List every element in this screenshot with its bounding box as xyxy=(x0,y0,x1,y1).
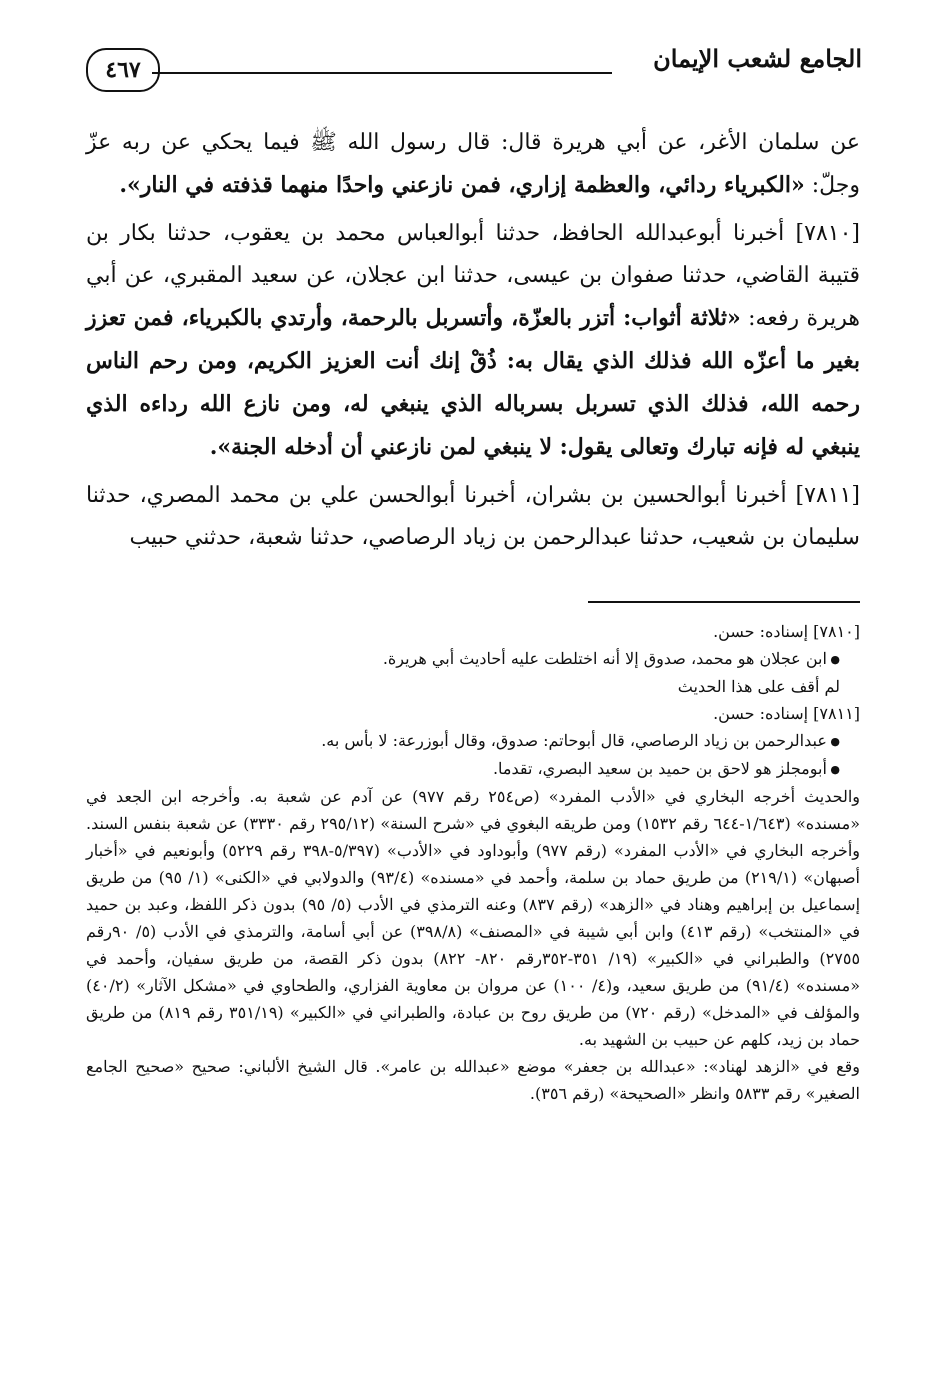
note-2-body: والحديث أخرجه البخاري في «الأدب المفرد» (ص٢٥٤ رقم ٩٧٧) عن آدم عن شعبة به. وأخرجه ابن الجعد في «مسنده» (١/٦٤٣-٦٤٤ رقم ١٥٣٢) ومن طريقه البغوي في «شرح السنة» (٢٩٥/١٢ رقم ٣٣٣٠) عن شعبة بنفس السند. وأخرجه البخاري في «الأدب المفرد» (رقم ٩٧٧) وأبوداود في «الأدب» (٥/٣٩٧-٣٩٨ رقم ٥٢٢٩) وأبونعيم في «أخبار أصبهان» (٢١٩/١) من طريق حماد بن سلمة، وأحمد في «مسنده» (٩٣/٤) والدولابي في «الكنى» (١/ ٩٥) من طريق إسماعيل بن إبراهيم وهناد في «الزهد» (رقم ٨٣٧) وعنه الترمذي في الأدب (٥/ ٩٥) بدون ذكر اللفظ، وعبد بن حميد في «المنتخب» (رقم ٤١٣) وابن أبي شيبة في «المصنف» (٣٩٨/٨) عن أبي أسامة، والترمذي في الأدب (٥/ ٩٠رقم ٢٧٥٥) والطبراني في «الكبير» (١٩/ ٣٥١-٣٥٢رقم ٨٢٠- ٨٢٢) بدون ذكر القصة، من طريق سفيان، وأحمد في «مسنده» (٩١/٤) من طريق سعيد، و(٤/ ١٠٠) عن مروان بن معاوية الفزاري، والطحاوي في «مشكل الآثار» (٤٠/٢) والمؤلف في «المدخل» (رقم ٧٢٠) من طريق روح بن عبادة، والطبراني في «الكبير» (٣٥١/١٩ رقم ٨١٩) من طريق حماد بن زيد، كلهم عن حبيب بن الشهيد به. xyxy=(86,787,861,1049)
main-text xyxy=(86,122,860,565)
note-1-bullet-1: ● ابن عجلان هو محمد، صدوق إلا أنه اختلطت عليه أحاديث أبي هريرة. xyxy=(86,645,860,673)
header-rule xyxy=(152,72,612,74)
paragraph-2-text: [٧٨١٠] أخبرنا أبوعبدالله الحافظ، حدثنا أبوالعباس محمد بن يعقوب، حدثنا بكار بن قتيبة القاضي، حدثنا صفوان بن عيسى، حدثنا ابن عجلان، عن سعيد المقبري، عن أبي هريرة رفعه: xyxy=(86,221,860,331)
paragraph-1-hadith: «الكبرياء ردائي، والعظمة إزاري، فمن نازعني واحدًا منهما قذفته في النار». xyxy=(119,172,805,198)
paragraph-3-text: [٧٨١١] أخبرنا أبوالحسين بن بشران، أخبرنا أبوالحسن علي بن محمد المصري، حدثنا سليمان بن شعيب، حدثنا عبدالرحمن بن زياد الرصاصي، حدثنا شعبة، حدثني حبيب xyxy=(86,483,861,550)
note-3: وقع في «الزهد لهناد»: «عبدالله بن جعفر» موضع «عبدالله بن عامر». قال الشيخ الألباني: صحيح «صحيح الجامع الصغير» رقم ٥٨٣٣ وانظر «الصحيحة» (رقم ٣٥٦). xyxy=(86,1057,860,1103)
paragraph-2 xyxy=(86,213,860,469)
footnotes xyxy=(86,618,860,1107)
paragraph-1-text: عن سلمان الأغر، عن أبي هريرة قال: قال رسول الله ﷺ فيما يحكي عن ربه عزّ وجلّ: xyxy=(86,130,860,198)
paragraph-1 xyxy=(86,122,860,207)
note-2-bullet-1: ● عبدالرحمن بن زياد الرصاصي، قال أبوحاتم: صدوق، وقال أبوزرعة: لا بأس به. xyxy=(86,727,860,755)
note-2-bullet-2: ● أبومجلز هو لاحق بن حميد بن سعيد البصري، تقدما. xyxy=(86,755,860,783)
footnote-divider xyxy=(588,601,860,603)
note-1-line-2: لم أقف على هذا الحديث xyxy=(677,677,840,696)
running-title: الجامع لشعب الإيمان xyxy=(653,44,862,73)
page-header xyxy=(86,40,862,96)
note-2-heading: [٧٨١١] إسناده: حسن. xyxy=(713,704,860,723)
paragraph-3 xyxy=(86,475,860,559)
note-1-heading: [٧٨١٠] إسناده: حسن. xyxy=(713,622,860,641)
paragraph-2-hadith: «ثلاثة أثواب: أتزر بالعزّة، وأتسربل بالرحمة، وأرتدي بالكبرياء، فمن تعزز بغير ما أعزّه الله فذلك الذي يقال به: ذُقْ إنك أنت العزيز الكريم، ومن رحم الناس رحمه الله، فذلك الذي تسربل بسرباله الذي ينبغي له، ومن نازع الله رداءه الذي ينبغي له فإنه تبارك وتعالى يقول: لا ينبغي لمن نازعني أن أدخله الجنة». xyxy=(86,305,860,460)
page-number: ٤٦٧ xyxy=(86,48,160,92)
